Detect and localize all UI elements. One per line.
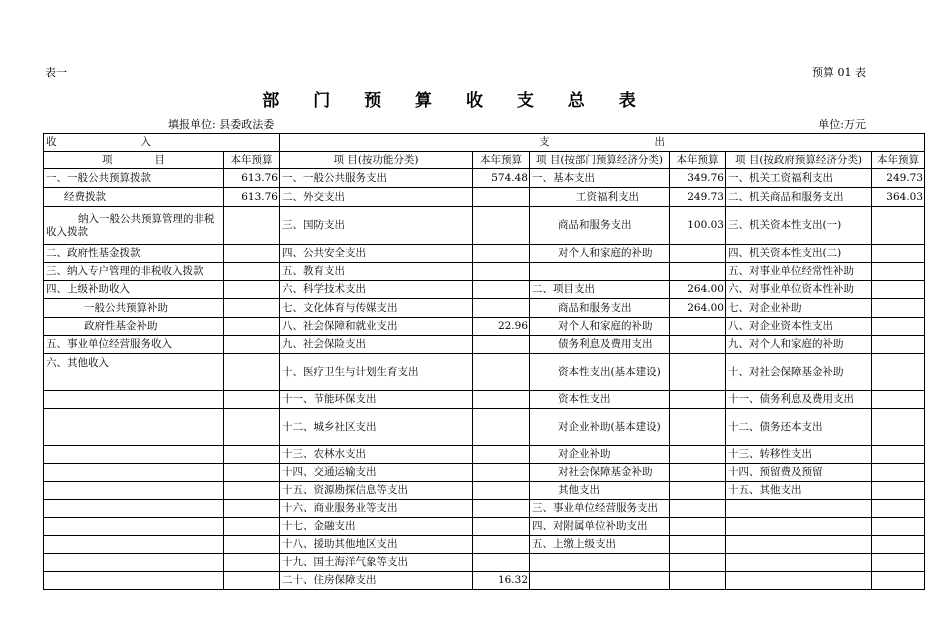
func-item: 十三、农林水支出 (280, 446, 473, 464)
dept-value: 264.00 (670, 281, 726, 299)
table-row (44, 354, 925, 391)
col-header-func: 项 目(按功能分类) (280, 152, 473, 169)
income-value: 613.76 (224, 188, 280, 207)
dept-item: 商品和服务支出 (530, 207, 670, 245)
income-value (224, 263, 280, 281)
expense-group-header: 支 出 (280, 134, 925, 152)
col-header-dept-econ: 项 目(按部门预算经济分类) (530, 152, 670, 169)
dept-item: 对个人和家庭的补助 (530, 318, 670, 336)
func-value (473, 207, 530, 245)
gov-item: 十一、债务利息及费用支出 (726, 391, 872, 409)
income-item: 三、纳入专户管理的非税收入拨款 (44, 263, 224, 281)
table-row (44, 518, 925, 536)
income-value (224, 409, 280, 446)
dept-value (670, 482, 726, 500)
gov-item: 九、对个人和家庭的补助 (726, 336, 872, 354)
func-item: 十六、商业服务业等支出 (280, 500, 473, 518)
gov-value (872, 446, 925, 464)
gov-value (872, 245, 925, 263)
dept-value (670, 318, 726, 336)
table-row (44, 482, 925, 500)
gov-item: 二、机关商品和服务支出 (726, 188, 872, 207)
income-item (44, 446, 224, 464)
income-item (44, 554, 224, 572)
income-item: 四、上级补助收入 (44, 281, 224, 299)
col-header-budget: 本年预算 (224, 152, 280, 169)
func-item: 十九、国土海洋气象等支出 (280, 554, 473, 572)
func-value (473, 409, 530, 446)
col-header-dept-budget: 本年预算 (670, 152, 726, 169)
func-value (473, 354, 530, 391)
group-header-row (44, 134, 925, 152)
income-value (224, 500, 280, 518)
gov-item (726, 554, 872, 572)
gov-value (872, 518, 925, 536)
dept-item: 对企业补助(基本建设) (530, 409, 670, 446)
dept-value (670, 354, 726, 391)
table-row (44, 207, 925, 245)
dept-value (670, 391, 726, 409)
income-item: 经费拨款 (44, 188, 224, 207)
dept-item: 五、上缴上级支出 (530, 536, 670, 554)
dept-item: 资本性支出 (530, 391, 670, 409)
gov-item: 十四、预留费及预留 (726, 464, 872, 482)
gov-value (872, 354, 925, 391)
currency-unit: 单位:万元 (818, 118, 866, 131)
dept-value: 249.73 (670, 188, 726, 207)
table-row (44, 500, 925, 518)
income-value (224, 554, 280, 572)
income-item: 一、一般公共预算拨款 (44, 169, 224, 188)
table-row (44, 318, 925, 336)
func-value (473, 536, 530, 554)
func-item: 二、外交支出 (280, 188, 473, 207)
table-row (44, 446, 925, 464)
gov-value (872, 318, 925, 336)
gov-value (872, 299, 925, 318)
func-item: 四、公共安全支出 (280, 245, 473, 263)
func-value (473, 500, 530, 518)
dept-value (670, 464, 726, 482)
dept-value: 264.00 (670, 299, 726, 318)
gov-item (726, 572, 872, 590)
func-item: 十八、援助其他地区支出 (280, 536, 473, 554)
dept-item: 对社会保障基金补助 (530, 464, 670, 482)
func-value (473, 245, 530, 263)
dept-item: 三、事业单位经营服务支出 (530, 500, 670, 518)
func-value (473, 446, 530, 464)
income-item (44, 500, 224, 518)
income-value (224, 464, 280, 482)
func-value: 16.32 (473, 572, 530, 590)
func-item: 二十、住房保障支出 (280, 572, 473, 590)
dept-value (670, 572, 726, 590)
income-value (224, 336, 280, 354)
table-row (44, 299, 925, 318)
func-item: 十四、交通运输支出 (280, 464, 473, 482)
table-row (44, 169, 925, 188)
income-group-header: 收 入 (44, 134, 280, 152)
col-header-item: 项 目 (44, 152, 224, 169)
gov-value (872, 391, 925, 409)
income-item (44, 572, 224, 590)
table-row (44, 281, 925, 299)
table-row (44, 188, 925, 207)
income-item: 五、事业单位经营服务收入 (44, 336, 224, 354)
func-item: 十、医疗卫生与计划生育支出 (280, 354, 473, 391)
table-number-label: 表一 (45, 66, 67, 79)
income-item: 二、政府性基金拨款 (44, 245, 224, 263)
gov-item (726, 536, 872, 554)
func-item: 十一、节能环保支出 (280, 391, 473, 409)
func-value (473, 482, 530, 500)
gov-value (872, 482, 925, 500)
dept-value (670, 518, 726, 536)
dept-item: 对个人和家庭的补助 (530, 245, 670, 263)
budget-summary-table (43, 133, 925, 590)
dept-item: 二、项目支出 (530, 281, 670, 299)
table-row (44, 336, 925, 354)
gov-item: 四、机关资本性支出(二) (726, 245, 872, 263)
func-value (473, 336, 530, 354)
func-item: 八、社会保障和就业支出 (280, 318, 473, 336)
gov-item: 六、对事业单位资本性补助 (726, 281, 872, 299)
income-value (224, 572, 280, 590)
form-code-label: 预算 01 表 (812, 66, 866, 79)
dept-value (670, 554, 726, 572)
income-value (224, 391, 280, 409)
dept-value (670, 245, 726, 263)
func-value (473, 391, 530, 409)
table-row (44, 536, 925, 554)
table-row (44, 245, 925, 263)
gov-item: 八、对企业资本性支出 (726, 318, 872, 336)
func-value (473, 554, 530, 572)
gov-value (872, 536, 925, 554)
dept-item: 四、对附属单位补助支出 (530, 518, 670, 536)
dept-value (670, 536, 726, 554)
gov-value (872, 409, 925, 446)
income-item (44, 391, 224, 409)
col-header-gov-econ: 项 目(按政府预算经济分类) (726, 152, 872, 169)
func-item: 十二、城乡社区支出 (280, 409, 473, 446)
func-item: 七、文化体育与传媒支出 (280, 299, 473, 318)
func-value (473, 188, 530, 207)
income-item: 政府性基金补助 (44, 318, 224, 336)
gov-item: 十三、转移性支出 (726, 446, 872, 464)
gov-value (872, 572, 925, 590)
gov-value (872, 263, 925, 281)
income-value (224, 518, 280, 536)
dept-value (670, 263, 726, 281)
func-value (473, 299, 530, 318)
func-item: 一、一般公共服务支出 (280, 169, 473, 188)
income-value (224, 318, 280, 336)
func-item: 十七、金融支出 (280, 518, 473, 536)
income-value (224, 482, 280, 500)
income-item: 纳入一般公共预算管理的非税收入拨款 (44, 207, 224, 245)
gov-item: 一、机关工资福利支出 (726, 169, 872, 188)
table-row (44, 464, 925, 482)
reporting-unit: 填报单位: 县委政法委 (168, 118, 275, 131)
income-item: 一般公共预算补助 (44, 299, 224, 318)
gov-item (726, 518, 872, 536)
func-item: 六、科学技术支出 (280, 281, 473, 299)
table-row (44, 409, 925, 446)
func-item: 十五、资源勘探信息等支出 (280, 482, 473, 500)
func-item: 九、社会保险支出 (280, 336, 473, 354)
income-item: 六、其他收入 (44, 354, 224, 391)
dept-item (530, 572, 670, 590)
column-header-row (44, 152, 925, 169)
dept-item: 一、基本支出 (530, 169, 670, 188)
gov-value: 364.03 (872, 188, 925, 207)
func-value (473, 518, 530, 536)
page-title: 部 门 预 算 收 支 总 表 (262, 91, 650, 111)
income-value (224, 446, 280, 464)
table-row (44, 263, 925, 281)
col-header-func-budget: 本年预算 (473, 152, 530, 169)
gov-value (872, 207, 925, 245)
func-item: 三、国防支出 (280, 207, 473, 245)
income-value (224, 299, 280, 318)
income-item (44, 464, 224, 482)
income-value (224, 281, 280, 299)
income-value: 613.76 (224, 169, 280, 188)
dept-item (530, 263, 670, 281)
gov-value: 249.73 (872, 169, 925, 188)
gov-value (872, 336, 925, 354)
income-value (224, 354, 280, 391)
gov-item: 十二、债务还本支出 (726, 409, 872, 446)
gov-value (872, 554, 925, 572)
gov-value (872, 281, 925, 299)
gov-value (872, 500, 925, 518)
dept-value (670, 500, 726, 518)
table-row (44, 572, 925, 590)
dept-value (670, 446, 726, 464)
func-value: 22.96 (473, 318, 530, 336)
dept-item: 资本性支出(基本建设) (530, 354, 670, 391)
func-value (473, 464, 530, 482)
table-row (44, 554, 925, 572)
col-header-gov-budget: 本年预算 (872, 152, 925, 169)
func-value: 574.48 (473, 169, 530, 188)
income-value (224, 245, 280, 263)
gov-item: 十五、其他支出 (726, 482, 872, 500)
income-item (44, 409, 224, 446)
income-item (44, 518, 224, 536)
gov-item (726, 500, 872, 518)
dept-item: 商品和服务支出 (530, 299, 670, 318)
func-value (473, 263, 530, 281)
gov-value (872, 464, 925, 482)
dept-item (530, 554, 670, 572)
income-value (224, 536, 280, 554)
dept-item: 债务利息及费用支出 (530, 336, 670, 354)
table-row (44, 391, 925, 409)
dept-value: 100.03 (670, 207, 726, 245)
income-item (44, 482, 224, 500)
gov-item: 五、对事业单位经常性补助 (726, 263, 872, 281)
dept-value (670, 409, 726, 446)
gov-item: 三、机关资本性支出(一) (726, 207, 872, 245)
func-value (473, 281, 530, 299)
dept-item: 其他支出 (530, 482, 670, 500)
dept-item: 工资福利支出 (530, 188, 670, 207)
dept-item: 对企业补助 (530, 446, 670, 464)
gov-item: 七、对企业补助 (726, 299, 872, 318)
dept-value (670, 336, 726, 354)
dept-value: 349.76 (670, 169, 726, 188)
income-item (44, 536, 224, 554)
func-item: 五、教育支出 (280, 263, 473, 281)
income-value (224, 207, 280, 245)
gov-item: 十、对社会保障基金补助 (726, 354, 872, 391)
